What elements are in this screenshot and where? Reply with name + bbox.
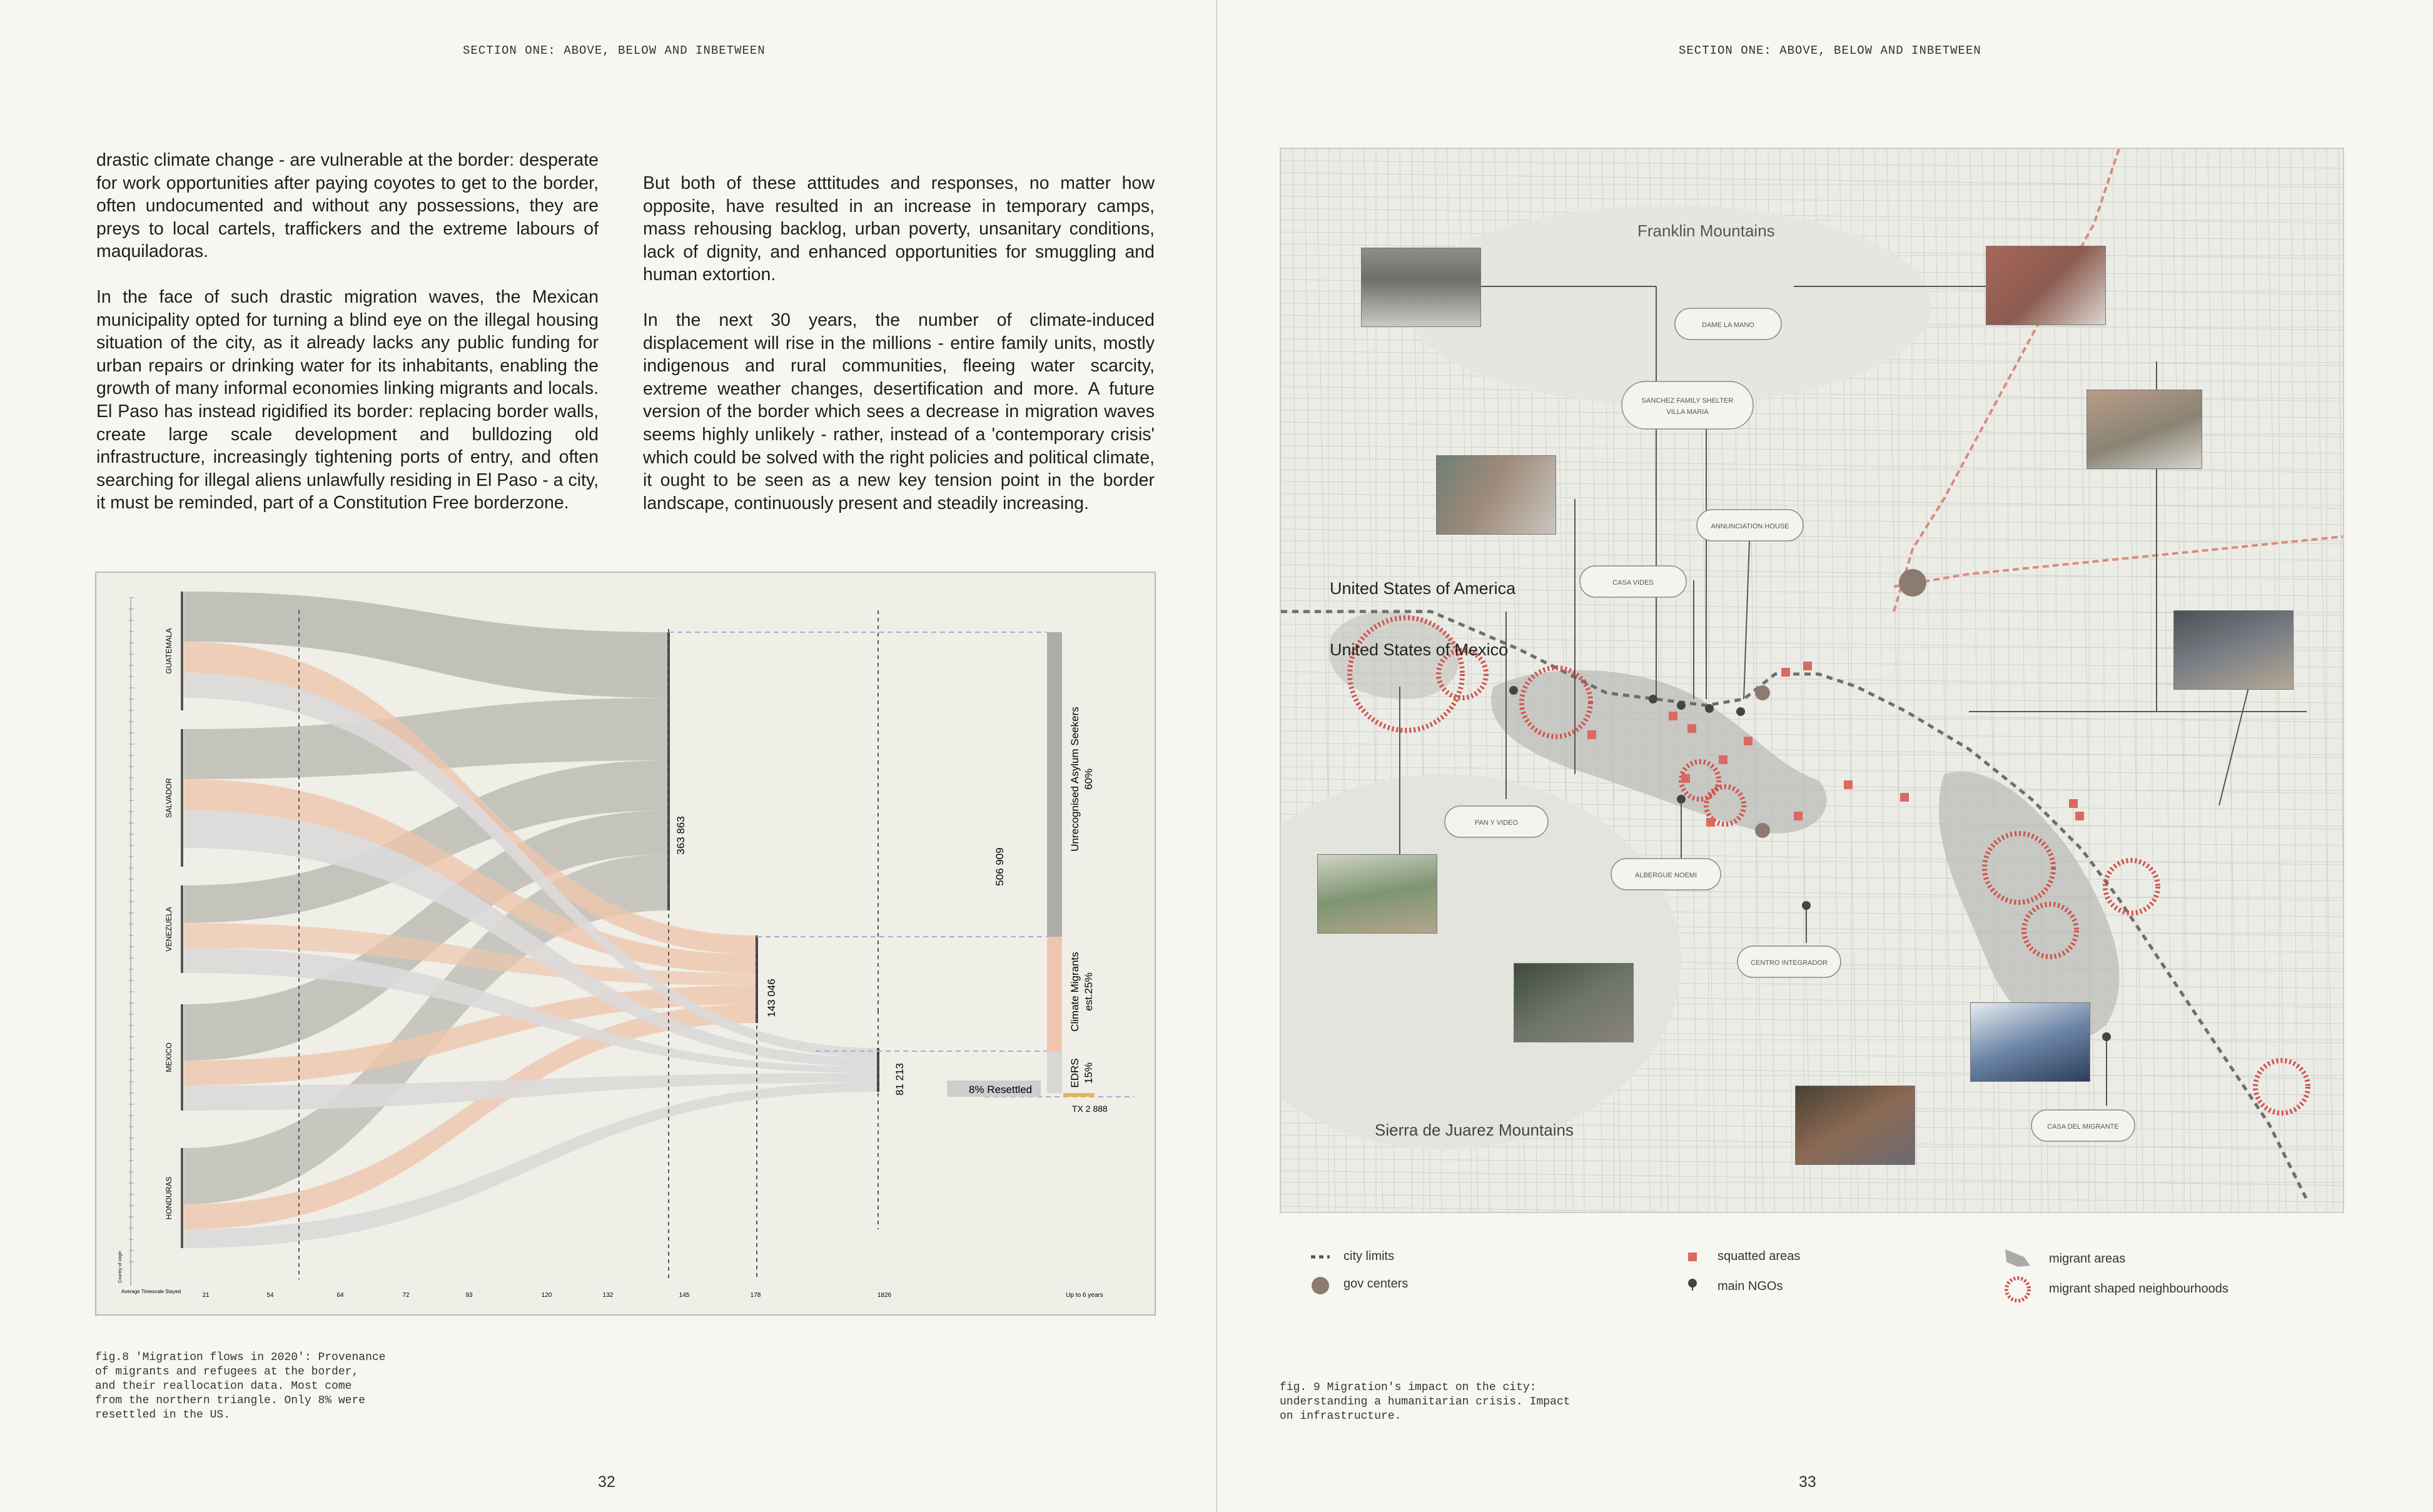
node-bar [667,632,670,910]
x-tick-label: 54 [266,1292,274,1299]
y-axis-label: Country of origin [118,1251,123,1283]
page-number: 33 [1799,1473,1816,1491]
text-column-2 [643,172,1155,537]
ngo-label: SANCHEZ FAMILY SHELTER [1641,397,1734,405]
figure-caption: fig. 9 Migration's impact on the city: understanding a humanitarian crisis. Impact on infrastructure. [1280,1381,1571,1423]
city-map [1280,148,2344,1213]
x-tick-label: 93 [465,1292,473,1299]
sankey-chart [96,573,1155,1314]
x-tick-label: 178 [750,1292,761,1299]
paragraph: In the next 30 years, the number of climate-induced displacement will rise in the millions - entire family units, mostly indigenous and rural communities, fleeing water scarcity, extreme weather changes, desertification and more. A future version of the border which sees a decrease in migration waves seems highly unlikely - rather, instead of a 'contemporary crisis' which could be solved with the right policies and political climate, it ought to be seen as a new key tension point in the border landscape, continuously present and steadily increasing. [643,310,1155,513]
franklin-label: Franklin Mountains [1637,221,1775,240]
ngo-label: CASA DEL MIGRANTE [2047,1123,2119,1131]
usa-label: United States of America [1330,579,1516,598]
ngo-label: ALBERGUE NOEMI [1634,872,1697,879]
source-bar [181,1148,183,1248]
legend-main-ngos: main NGOs [1717,1279,1783,1293]
photo-brick-wall [1986,246,2106,325]
figure-caption: fig.8 'Migration flows in 2020': Provenance of migrants and refugees at the border, and their reallocation data. Most come from the northern triangle. Only 8% were resettled in the US. [95,1351,386,1421]
x-tick-label: 145 [679,1292,690,1299]
paragraph: But both of these atttitudes and responses, no matter how opposite, have resulted in an increase in temporary camps, mass rehousing backlog, urban poverty, unsanitary conditions, lack of dignity, and enhanced opportunities for smuggling and human extortion. [643,173,1155,285]
text-column-1 [96,149,599,537]
gov-center-marker [1755,685,1770,700]
outcome-label: Unrecognised Asylum Seekers [1069,707,1081,852]
unrecognised-bar [1047,632,1062,937]
paragraph: In the face of such drastic migration waves, the Mexican municipality opted for turning a blind eye on the illegal housing situation of the city, as it already lacks any public funding for urban repairs or drinking water for its inhabitants, enabling the growth of many informal economies linking migrants and locals. El Paso has instead rigidified its border: replacing border walls, create large scale development and bulldozing old infrastructure, increasingly tightening ports of entry, and often searching for illegal aliens unlawfully residing in El Paso - a city, it must be reminded, part of a Constitution Free borderzone. [96,286,599,513]
map-legend [1311,1244,2343,1313]
x-tick-label: 64 [336,1292,344,1299]
photo-underpass [1361,248,1481,327]
node-bar [877,1048,879,1092]
node-label: 81 213 [894,1063,906,1096]
legend-squatted-areas: squatted areas [1717,1249,1801,1263]
x-tick-label: 72 [402,1292,410,1299]
x-tick-label: Up to 6 years [1066,1292,1103,1299]
outcome-label: EDRS [1069,1058,1081,1088]
outcome-share: 60% [1083,768,1095,790]
page-number: 32 [598,1473,615,1491]
source-bar [181,729,183,867]
source-bar [181,1004,183,1111]
outcome-share: est.25% [1083,972,1095,1011]
legend-migrant-areas: migrant areas [2049,1252,2126,1266]
node-bar [756,935,758,1023]
photo-shelter-yard [1317,854,1437,934]
ngo-label: PAN Y VIDEO [1474,819,1519,827]
x-tick-label: 21 [202,1292,210,1299]
source-label: SALVADOR [164,778,173,818]
source-bar [181,885,183,973]
source-bar [181,592,183,710]
source-label: HONDURAS [164,1176,173,1220]
source-label: GUATEMALA [164,628,173,674]
legend-migrant-neighbourhoods: migrant shaped neighbourhoods [2049,1282,2228,1296]
resettled-final-bar [1063,1093,1095,1097]
ngo-label: ANNUNCIATION HOUSE [1711,523,1789,530]
left-page [0,0,1216,1512]
photo-dorm [1795,1086,1915,1165]
ngo-label: CASA VIDES [1612,579,1654,587]
x-axis-label: Average Timescale Stayed [121,1289,181,1294]
outcome-share: 15% [1083,1062,1095,1084]
source-label: MEXICO [164,1042,173,1072]
x-tick-label: 120 [541,1292,552,1299]
node-label: 506 909 [994,847,1006,886]
x-tick-label: 132 [602,1292,614,1299]
outcome-label: Climate Migrants [1069,952,1081,1032]
mexico-label: United States of Mexico [1330,640,1509,659]
photo-interior [2173,610,2294,690]
paragraph: drastic climate change - are vulnerable at the border: desperate for work opportunities after paying coyotes to get to the border, often undocumented and without any possessions, they are preys to local cartels, traffickers and the extreme labours of maquiladoras. [96,150,599,262]
section-header-right: SECTION ONE: ABOVE, BELOW AND INBETWEEN [1679,44,1981,58]
section-header-left: SECTION ONE: ABOVE, BELOW AND INBETWEEN [463,44,766,58]
photo-camp [1514,963,1634,1042]
ngo-label-pill [1622,381,1753,429]
legend-city-limits: city limits [1343,1249,1395,1263]
node-label: 143 046 [766,979,777,1017]
edrs-bar [1047,1051,1062,1093]
legend-symbols [1311,1244,2343,1313]
right-page [1217,0,2433,1512]
gov-center-marker [1899,569,1926,597]
photo-street [2087,390,2202,469]
legend-gov-centers: gov centers [1343,1277,1409,1291]
ngo-label: DAME LA MANO [1702,321,1754,329]
photo-casa-migrante [1970,1002,2090,1082]
ngo-label: CENTRO INTEGRADOR [1751,959,1828,967]
sierra-label: Sierra de Juarez Mountains [1375,1121,1574,1139]
climate-bar [1047,937,1062,1051]
node-label: 363 863 [675,816,687,855]
resettled-label: 8% Resettled [969,1084,1033,1096]
photo-aerial [1436,455,1556,535]
source-label: VENEZUELA [164,907,173,952]
final-count: TX 2 888 [1072,1104,1108,1114]
migration-sankey-figure [95,572,1156,1316]
gov-center-marker [1755,823,1770,838]
x-tick-label: 1826 [877,1292,892,1299]
ngo-label: VILLA MARIA [1666,408,1709,416]
